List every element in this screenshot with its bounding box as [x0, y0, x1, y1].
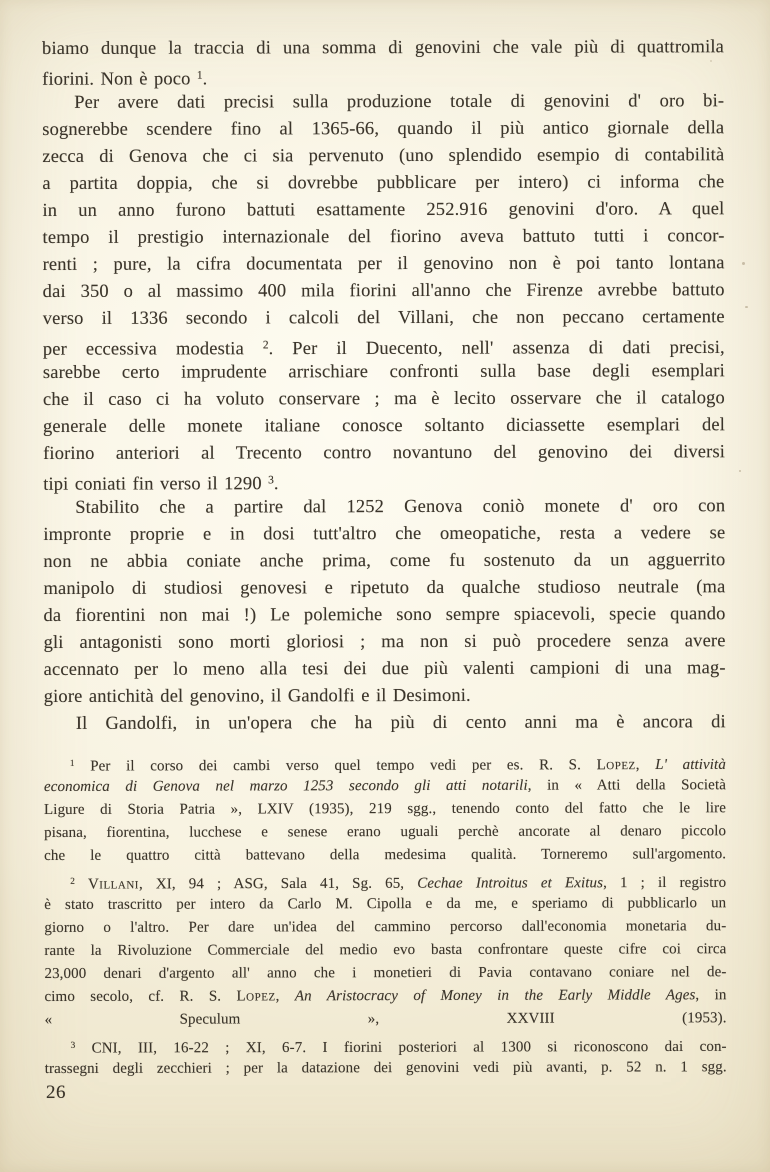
footnote-line: 23,000 denari d'argento all' anno che i monetieri di Pavia contavano coniare nel de- [44, 964, 727, 982]
text-line: manipolo di studiosi genovesi e ripetuto da qualche studioso neutrale (ma [43, 577, 726, 599]
text-line: zecca di Genova che ci sia pervenuto (uno splendido esempio di contabilità [42, 145, 725, 167]
text-line: giore antichità del genovino, il Gandolfi e il Desimoni. [43, 685, 471, 707]
text-line: non ne abbia coniate anche prima, come fu sostenuto da un agguerrito [43, 550, 726, 572]
text-line: accennato per lo meno alla tesi dei due più valenti campioni di una mag- [43, 658, 726, 680]
footnote-1 [44, 751, 726, 868]
text-line: Per avere dati precisi sulla produzione totale di genovini d' oro bi- [74, 91, 725, 113]
scan-speck [742, 262, 745, 265]
text-line: renti ; pure, la cifra documentata per il genovino non è poi tanto lontana [42, 253, 725, 275]
footnote-2 [44, 869, 726, 1032]
text-line: verso il 1336 secondo i calcoli del Villani, che non peccano certamente [42, 307, 725, 329]
text-line: Il Gandolfi, in un'opera che ha più di cento anni ma è ancora di [75, 712, 726, 734]
footnote-line: pisana, fiorentina, lucchese e senese erano uguali perchè ancorate al denaro piccolo [44, 823, 727, 841]
text-line: che il caso ci ha voluto conservare ; ma è lecito osservare che il catalogo [42, 388, 725, 410]
footnotes [44, 751, 727, 1081]
text-line: in un anno furono battuti esattamente 252.916 genovini d'oro. A quel [42, 199, 725, 221]
text-line: fiorini. Non è poco $^1$. [42, 69, 208, 90]
footnote-line: economica di Genova nel marzo 1253 secondo gli atti notarili, in « Atti della Società [43, 777, 726, 795]
text-line: fiorino anteriori al Trecento contro novantuno del genovino dei diversi [43, 442, 726, 464]
text-line: biamo dunque la traccia di una somma di genovini che vale più di quattromila [42, 37, 725, 59]
footnote-line: $^3$ CNI, III, 16-22 ; XI, 6-7. I fiorini posteriori al 1300 si riconoscono dai con- [70, 1038, 727, 1057]
text-block [42, 34, 727, 1081]
footnote-3 [45, 1033, 727, 1081]
footnote-line: rante la Rivoluzione Commerciale del medio evo basta confrontare queste cifre coi circa [44, 941, 727, 959]
text-line: generale delle monete italiane conosce soltanto diciassette esemplari del [42, 415, 726, 437]
footnote-line: $^1$ Per il corso dei cambi verso quel tempo vedi per es. R. S. Lopez, L' attività [69, 756, 726, 775]
text-line: a partita doppia, che si dovrebbe pubblicare per intero) ci informa che [42, 172, 725, 194]
paragraph-gandolfi [44, 709, 726, 738]
footnote-line: che le quattro città battevano della medesima qualità. Torneremo sull'argomento. [44, 846, 727, 864]
text-line: sarebbe certo imprudente arrischiare confronti sulla base degli esemplari [42, 361, 725, 383]
text-line: da fiorentini non mai !) Le polemiche sono sempre spiacevoli, specie quando [43, 604, 726, 626]
footnote-line: Ligure di Storia Patria », LXIV (1935), 219 sgg., tenendo conto del fatto che le lire [44, 800, 727, 818]
paragraph-production-data [42, 88, 725, 495]
page-number: 26 [46, 1082, 66, 1103]
scan-speck [745, 306, 748, 308]
paragraph-continuation [42, 34, 724, 90]
scan-speck [710, 60, 712, 62]
paragraph-1252-coinage [43, 493, 726, 711]
text-line: per eccessiva modestia $^2$. Per il Duecento, nell' assenza di dati precisi, [42, 337, 725, 360]
text-line: impronte proprie e in dosi tutt'altro che omeopatiche, resta a vedere se [43, 523, 726, 545]
footnote-line: giorno o l'altro. Per dare un'idea del cammino percorso dall'economia monetaria du- [44, 918, 727, 936]
scan-speck [739, 470, 741, 472]
text-line: dai 350 o al massimo 400 mila fiorini all'anno che Firenze avrebbe battuto [42, 280, 725, 302]
footnote-line: trassegni degli zecchieri ; per la datazione dei genovini vedi più avanti, p. 52 n. 1 sgg. [44, 1059, 727, 1077]
text-line: tipi coniati fin verso il 1290 $^3$. [43, 474, 279, 495]
text-line: tempo il prestigio internazionale del fiorino aveva battuto tutti i concor- [42, 226, 725, 248]
text-line: sognerebbe scendere fino al 1365-66, quando il più antico giornale della [42, 118, 725, 140]
text-line: Stabilito che a partire dal 1252 Genova coniò monete d' oro con [75, 496, 726, 518]
footnote-line: è stato trascritto per intero da Carlo M. Cipolla e da me, e speriamo di pubblicarlo un [44, 895, 727, 913]
footnote-line: « Speculum », XXVIII (1953). [44, 1010, 727, 1028]
text-line: gli antagonisti sono morti gloriosi ; ma non si può procedere senza avere [43, 631, 726, 653]
footnote-line: cimo secolo, cf. R. S. Lopez, An Aristocracy of Money in the Early Middle Ages, in [44, 987, 727, 1005]
footnote-line: $^2$ Villani, XI, 94 ; ASG, Sala 41, Sg. 65, Cechae Introitus et Exitus, 1 ; il registro [70, 874, 727, 893]
